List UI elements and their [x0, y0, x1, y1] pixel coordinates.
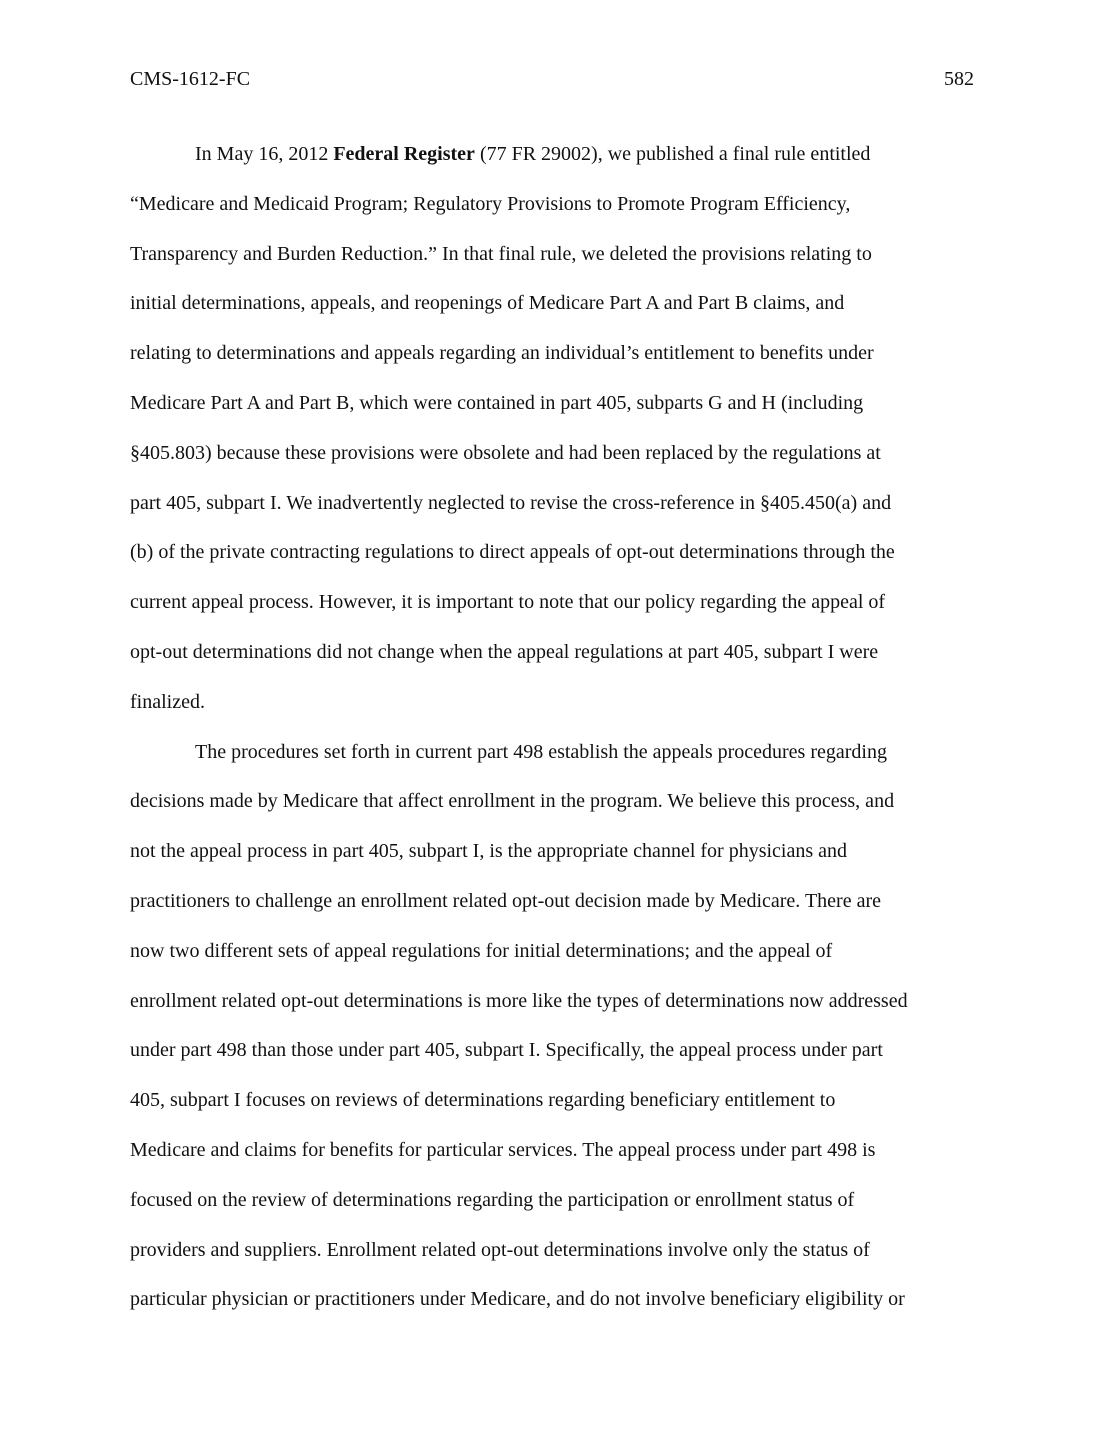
text-line: (b) of the private contracting regulations to direct appeals of opt-out determinations through the: [130, 541, 895, 564]
text-line: initial determinations, appeals, and reopenings of Medicare Part A and Part B claims, and: [130, 292, 845, 315]
text-line: now two different sets of appeal regulations for initial determinations; and the appeal of: [130, 939, 833, 962]
text-line: providers and suppliers. Enrollment related opt-out determinations involve only the status of: [130, 1238, 870, 1261]
text-run: (77 FR 29002), we published a final rule entitled: [474, 143, 871, 165]
text-line: “Medicare and Medicaid Program; Regulatory Provisions to Promote Program Efficiency,: [130, 192, 851, 215]
text-line: The procedures set forth in current part 498 establish the appeals procedures regarding: [195, 740, 887, 763]
text-line: 405, subpart I focuses on reviews of determinations regarding beneficiary entitlement to: [130, 1089, 836, 1112]
text-line: relating to determinations and appeals regarding an individual’s entitlement to benefits under: [130, 342, 874, 365]
page-header: [130, 66, 974, 92]
body-text: [130, 130, 975, 1325]
text-line: §405.803) because these provisions were obsolete and had been replaced by the regulations at: [130, 441, 881, 464]
text-line: Transparency and Burden Reduction.” In that final rule, we deleted the provisions relating to: [130, 242, 872, 265]
text-run: In May 16, 2012: [195, 143, 334, 165]
text-line: current appeal process. However, it is important to note that our policy regarding the appeal of: [130, 591, 886, 614]
text-line: [130, 130, 975, 180]
paragraph: [130, 130, 975, 728]
text-line: particular physician or practitioners under Medicare, and do not involve beneficiary eligibility or: [130, 1288, 905, 1311]
text-line: enrollment related opt-out determinations is more like the types of determinations now addressed: [130, 989, 908, 1012]
text-line: decisions made by Medicare that affect enrollment in the program. We believe this process, and: [130, 790, 895, 813]
text-line: focused on the review of determinations regarding the participation or enrollment status of: [130, 1188, 855, 1211]
text-line: Medicare Part A and Part B, which were contained in part 405, subparts G and H (including: [130, 391, 864, 414]
text-line: finalized.: [130, 690, 205, 713]
text-line: Medicare and claims for benefits for particular services. The appeal process under part 498 is: [130, 1138, 876, 1161]
publication-name: Federal Register: [333, 143, 475, 165]
document-id: CMS-1612-FC: [130, 68, 251, 90]
text-line: part 405, subpart I. We inadvertently neglected to revise the cross-reference in §405.450(a) and: [130, 491, 892, 514]
text-line: practitioners to challenge an enrollment related opt-out decision made by Medicare. There are: [130, 889, 881, 912]
text-line: opt-out determinations did not change when the appeal regulations at part 405, subpart I were: [130, 640, 879, 663]
text-line: not the appeal process in part 405, subpart I, is the appropriate channel for physicians and: [130, 840, 848, 863]
page-number: 582: [944, 68, 974, 90]
text-line: under part 498 than those under part 405, subpart I. Specifically, the appeal process under part: [130, 1039, 883, 1062]
paragraph: [130, 728, 975, 1326]
